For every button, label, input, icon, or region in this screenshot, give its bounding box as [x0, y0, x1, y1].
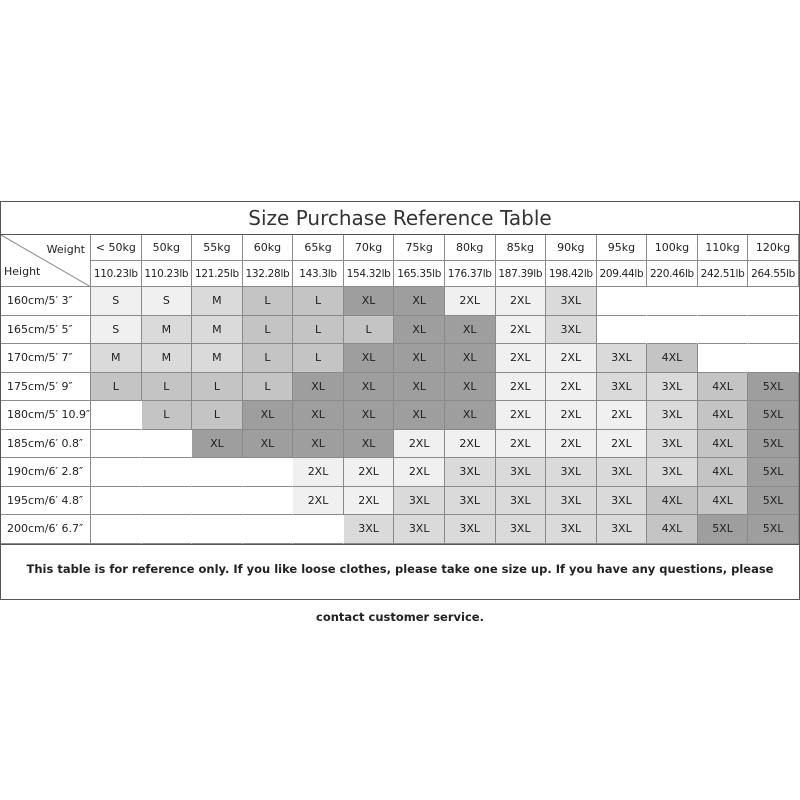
height-label: 175cm/5′ 9″ — [1, 373, 91, 402]
weight-header-label: Weight — [46, 243, 85, 256]
size-cell: M — [91, 344, 142, 373]
size-cell: 3XL — [647, 430, 698, 459]
size-cell: 2XL — [546, 344, 597, 373]
size-cell: M — [192, 344, 243, 373]
height-label: 165cm/5′ 5″ — [1, 316, 91, 345]
weight-lb-header: 198.42lb — [546, 261, 597, 287]
size-cell: 2XL — [546, 430, 597, 459]
empty-cell — [142, 487, 193, 516]
weight-lb-header: 110.23lb — [91, 261, 142, 287]
empty-cell — [748, 287, 799, 316]
size-cell: 3XL — [546, 287, 597, 316]
size-cell: 5XL — [748, 373, 799, 402]
size-cell: 3XL — [647, 401, 698, 430]
size-cell: 4XL — [647, 515, 698, 544]
size-cell: 2XL — [496, 316, 547, 345]
size-cell: 2XL — [496, 344, 547, 373]
height-label: 200cm/6′ 6.7″ — [1, 515, 91, 544]
weight-kg-header: 95kg — [597, 235, 648, 261]
empty-cell — [192, 458, 243, 487]
empty-cell — [243, 515, 294, 544]
size-cell: 3XL — [597, 458, 648, 487]
size-cell: 3XL — [496, 458, 547, 487]
size-cell: 2XL — [496, 401, 547, 430]
size-cell: 3XL — [546, 316, 597, 345]
size-cell: 3XL — [597, 373, 648, 402]
size-cell: M — [192, 287, 243, 316]
size-cell: M — [142, 344, 193, 373]
size-cell: 3XL — [647, 458, 698, 487]
height-header-label: Height — [4, 265, 41, 278]
size-cell: 2XL — [496, 373, 547, 402]
empty-cell — [647, 316, 698, 345]
size-cell: XL — [243, 401, 294, 430]
height-label: 190cm/6′ 2.8″ — [1, 458, 91, 487]
height-label: 170cm/5′ 7″ — [1, 344, 91, 373]
weight-lb-header: 220.46lb — [647, 261, 698, 287]
size-cell: 4XL — [647, 344, 698, 373]
size-cell: 2XL — [546, 401, 597, 430]
size-cell: 5XL — [748, 487, 799, 516]
weight-kg-header: < 50kg — [91, 235, 142, 261]
weight-kg-header: 75kg — [394, 235, 445, 261]
size-cell: L — [142, 401, 193, 430]
size-cell: 3XL — [546, 487, 597, 516]
weight-kg-header: 65kg — [293, 235, 344, 261]
size-cell: 3XL — [647, 373, 698, 402]
size-cell: S — [142, 287, 193, 316]
size-cell: XL — [344, 430, 395, 459]
size-cell: S — [91, 287, 142, 316]
weight-lb-header: 264.55lb — [748, 261, 799, 287]
weight-lb-header: 110.23lb — [142, 261, 193, 287]
size-cell: 3XL — [597, 487, 648, 516]
empty-cell — [293, 515, 344, 544]
size-cell: XL — [344, 373, 395, 402]
size-cell: L — [192, 401, 243, 430]
weight-kg-header: 100kg — [647, 235, 698, 261]
size-cell: 3XL — [496, 487, 547, 516]
weight-lb-header: 143.3lb — [293, 261, 344, 287]
size-cell: L — [192, 373, 243, 402]
size-cell: L — [243, 344, 294, 373]
size-cell: S — [91, 316, 142, 345]
empty-cell — [597, 316, 648, 345]
corner-header — [1, 235, 91, 287]
size-cell: 2XL — [344, 487, 395, 516]
weight-kg-header: 70kg — [344, 235, 395, 261]
size-cell: 4XL — [698, 430, 749, 459]
empty-cell — [243, 487, 294, 516]
size-cell: 2XL — [394, 430, 445, 459]
size-cell: 2XL — [293, 487, 344, 516]
size-cell: 2XL — [344, 458, 395, 487]
size-cell: 2XL — [394, 458, 445, 487]
empty-cell — [142, 430, 193, 459]
size-cell: 2XL — [597, 430, 648, 459]
size-cell: XL — [394, 344, 445, 373]
size-cell: 3XL — [546, 458, 597, 487]
size-cell: 3XL — [496, 515, 547, 544]
size-cell: XL — [445, 316, 496, 345]
size-cell: 3XL — [597, 344, 648, 373]
size-cell: L — [142, 373, 193, 402]
size-cell: XL — [243, 430, 294, 459]
size-cell: L — [293, 344, 344, 373]
size-cell: XL — [394, 373, 445, 402]
weight-lb-header: 132.28lb — [243, 261, 294, 287]
weight-lb-header: 209.44lb — [597, 261, 648, 287]
size-cell: L — [293, 287, 344, 316]
weight-lb-header: 176.37lb — [445, 261, 496, 287]
size-cell: 4XL — [647, 487, 698, 516]
size-cell: XL — [192, 430, 243, 459]
empty-cell — [192, 487, 243, 516]
size-cell: 4XL — [698, 487, 749, 516]
weight-lb-header: 121.25lb — [192, 261, 243, 287]
size-cell: 5XL — [748, 458, 799, 487]
size-cell: XL — [445, 373, 496, 402]
empty-cell — [91, 515, 142, 544]
size-cell: L — [344, 316, 395, 345]
weight-kg-header: 50kg — [142, 235, 193, 261]
size-cell: 3XL — [445, 487, 496, 516]
size-cell: XL — [293, 401, 344, 430]
empty-cell — [698, 287, 749, 316]
size-cell: 3XL — [597, 515, 648, 544]
size-cell: 2XL — [496, 430, 547, 459]
size-cell: 5XL — [748, 515, 799, 544]
size-cell: XL — [344, 401, 395, 430]
size-cell: 5XL — [748, 430, 799, 459]
chart-title: Size Purchase Reference Table — [1, 202, 799, 235]
size-cell: L — [293, 316, 344, 345]
size-cell: 3XL — [344, 515, 395, 544]
size-cell: XL — [344, 344, 395, 373]
size-cell: 2XL — [597, 401, 648, 430]
empty-cell — [243, 458, 294, 487]
size-cell: L — [243, 287, 294, 316]
empty-cell — [91, 430, 142, 459]
size-cell: XL — [394, 287, 445, 316]
size-cell: 3XL — [445, 515, 496, 544]
empty-cell — [192, 515, 243, 544]
weight-kg-header: 120kg — [748, 235, 799, 261]
size-chart — [0, 201, 800, 624]
height-label: 180cm/5′ 10.9″ — [1, 401, 91, 430]
size-cell: XL — [293, 373, 344, 402]
weight-kg-header: 60kg — [243, 235, 294, 261]
empty-cell — [91, 401, 142, 430]
size-cell: 5XL — [748, 401, 799, 430]
size-cell: 3XL — [445, 458, 496, 487]
size-cell: 2XL — [445, 287, 496, 316]
weight-lb-header: 242.51lb — [698, 261, 749, 287]
size-cell: XL — [293, 430, 344, 459]
size-cell: 2XL — [496, 287, 547, 316]
size-cell: 2XL — [546, 373, 597, 402]
weight-lb-header: 154.32lb — [344, 261, 395, 287]
size-cell: L — [243, 373, 294, 402]
size-cell: L — [243, 316, 294, 345]
height-label: 195cm/6′ 4.8″ — [1, 487, 91, 516]
size-cell: XL — [344, 287, 395, 316]
weight-kg-header: 85kg — [496, 235, 547, 261]
empty-cell — [748, 316, 799, 345]
empty-cell — [597, 287, 648, 316]
size-cell: 3XL — [394, 487, 445, 516]
size-cell: 3XL — [546, 515, 597, 544]
size-cell: XL — [394, 401, 445, 430]
size-cell: XL — [394, 316, 445, 345]
size-cell: XL — [445, 401, 496, 430]
weight-kg-header: 55kg — [192, 235, 243, 261]
size-cell: M — [142, 316, 193, 345]
weight-kg-header: 110kg — [698, 235, 749, 261]
weight-lb-header: 165.35lb — [394, 261, 445, 287]
empty-cell — [647, 287, 698, 316]
size-cell: 3XL — [394, 515, 445, 544]
size-table — [1, 235, 799, 544]
empty-cell — [142, 515, 193, 544]
empty-cell — [698, 344, 749, 373]
size-cell: L — [91, 373, 142, 402]
empty-cell — [142, 458, 193, 487]
empty-cell — [91, 487, 142, 516]
size-cell: 2XL — [293, 458, 344, 487]
empty-cell — [698, 316, 749, 345]
empty-cell — [91, 458, 142, 487]
size-cell: 5XL — [698, 515, 749, 544]
size-cell: 4XL — [698, 373, 749, 402]
weight-kg-header: 80kg — [445, 235, 496, 261]
size-cell: 2XL — [445, 430, 496, 459]
size-cell: 4XL — [698, 401, 749, 430]
height-label: 185cm/6′ 0.8″ — [1, 430, 91, 459]
height-label: 160cm/5′ 3″ — [1, 287, 91, 316]
weight-kg-header: 90kg — [546, 235, 597, 261]
size-cell: XL — [445, 344, 496, 373]
size-cell: M — [192, 316, 243, 345]
empty-cell — [748, 344, 799, 373]
size-cell: 4XL — [698, 458, 749, 487]
footer-note: This table is for reference only. If you like loose clothes, please take one size up. If you have any questions, please contact customer service. — [1, 544, 799, 593]
weight-lb-header: 187.39lb — [496, 261, 547, 287]
